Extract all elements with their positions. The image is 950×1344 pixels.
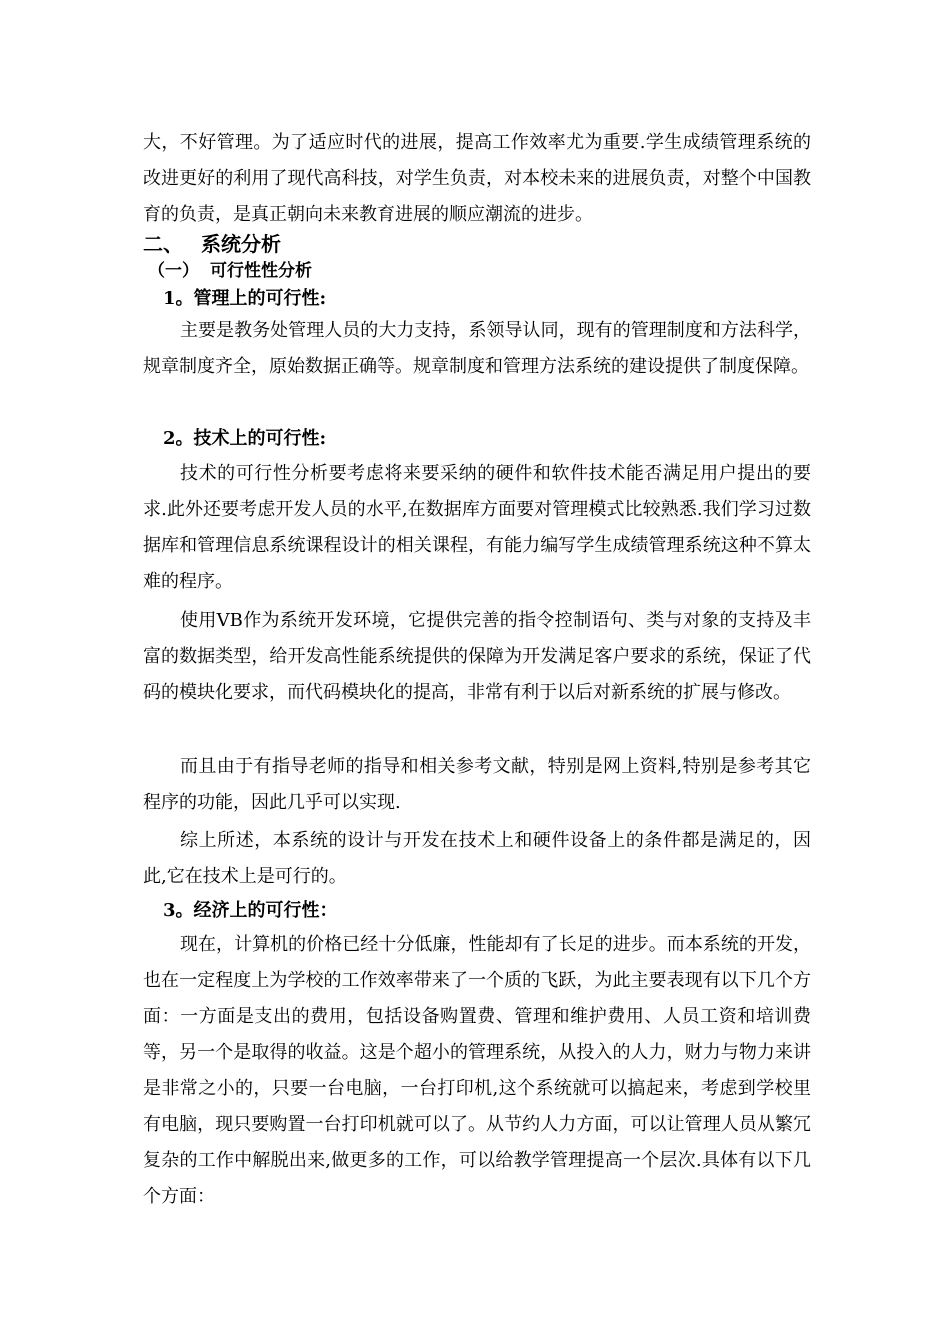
- item-3-paragraph: 现在，计算机的价格已经十分低廉，性能却有了长足的进步。而本系统的开发，也在一定程度上为学校的工作效率带来了一个质的飞跃，为此主要表现有以下几个方面：一方面是支出的费用，包括设备购置费、管理和维护费用、人员工资和培训费等，另一个是取得的收益。这是个超小的管理系统，从投入的人力，财力与物力来讲是非常之小的，只要一台电脑，一台打印机,这个系统就可以搞起来，考虑到学校里有电脑，现只要购置一台打印机就可以了。从节约人力方面，可以让管理人员从繁冗复杂的工作中解脱出来,做更多的工作，可以给教学管理提高一个层次.具体有以下几个方面：: [143, 934, 811, 1207]
- item-2-paragraph-4: 综上所述，本系统的设计与开发在技术上和硬件设备上的条件都是满足的，因此,它在技术上是可行的。: [143, 830, 811, 887]
- item-1-paragraph: 主要是教务处管理人员的大力支持，系领导认同，现有的管理制度和方法科学，规章制度齐全，原始数据正确等。规章制度和管理方法系统的建设提供了制度保障。: [143, 320, 811, 377]
- subsection-title: 可行性性分析: [210, 261, 312, 281]
- item-2-paragraph-3: 而且由于有指导老师的指导和相关参考文献，特别是网上资料,特别是参考其它程序的功能，因此几乎可以实现.: [143, 756, 811, 813]
- intro-paragraph: 大，不好管理。为了适应时代的进展，提高工作效率尤为重要.学生成绩管理系统的改进更好的利用了现代高科技，对学生负责，对本校未来的进展负责，对整个中国教育的负责，是真正朝向未来教育进展的顺应潮流的进步。: [143, 132, 811, 225]
- section-heading: [143, 230, 281, 258]
- item-1-heading: 1。管理上的可行性:: [163, 288, 327, 309]
- subsection-number: （一）: [148, 261, 199, 281]
- item-3-heading: 3。经济上的可行性：: [163, 900, 338, 921]
- section-title: 系统分析: [201, 232, 281, 256]
- subsection-heading: [148, 259, 312, 283]
- item-2-heading: 2。技术上的可行性:: [163, 428, 327, 449]
- section-number: 二、: [143, 232, 183, 256]
- item-2-paragraph-2: 使用VB作为系统开发环境，它提供完善的指令控制语句、类与对象的支持及丰富的数据类型，给开发高性能系统提供的保障为开发满足客户要求的系统，保证了代码的模块化要求，而代码模块化的提高，非常有利于以后对新系统的扩展与修改。: [143, 610, 811, 703]
- item-2-paragraph-1: 技术的可行性分析要考虑将来要采纳的硬件和软件技术能否满足用户提出的要求.此外还要考虑开发人员的水平,在数据库方面要对管理模式比较熟悉.我们学习过数据库和管理信息系统课程设计的相关课程，有能力编写学生成绩管理系统这种不算太难的程序。: [143, 463, 811, 592]
